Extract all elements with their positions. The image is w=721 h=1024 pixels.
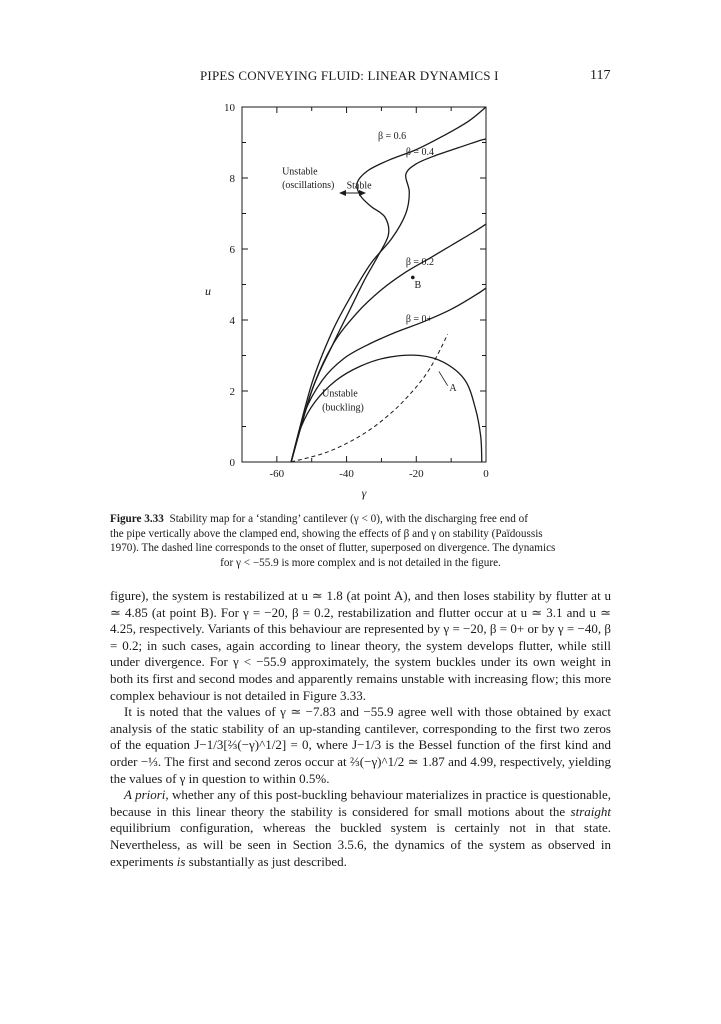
paragraph-2: It is noted that the values of γ ≃ −7.83 and −55.9 agree well with those obtained by exact analysis of the static stability of an up-standing cantilever, corresponding to the first two zeros of the equation J−1/3[⅔(−γ)^1/2] = 0, where J−1/3 is the Bessel function of the first kind and order −⅓. The first and second zeros occur at ⅔(−γ)^1/2 ≃ 1.87 and 4.99, respectively, yielding the values of γ in question to within 0.5%. [110, 704, 611, 786]
x-tick-label: -40 [339, 468, 354, 480]
caption-label: Figure 3.33 [110, 513, 164, 525]
point-b-marker [411, 276, 415, 280]
axis-tick-labels [224, 102, 489, 480]
y-axis-label: u [205, 284, 211, 298]
annotation-0: β = 0.6 [377, 130, 407, 142]
paragraph-1: figure), the system is restabilized at u ≃ 1.8 (at point A), and then loses stability by flutter at u ≃ 4.85 (at point B). For γ = −20, β = 0.2, restabilization and flutter occur at u ≃ 3.1 and u ≃ 4.25, respectively. Variants of this behaviour are represented by γ = −20, β = 0+ or by γ = −40, β = 0.2; in such cases, again according to linear theory, the system develops flutter, while still under divergence. For γ < −55.9 approximately, the system buckles under its own weight in both its first and second modes and apparently remains unstable with increasing flow; this more complex behaviour is not detailed in Figure 3.33. [110, 588, 611, 703]
annotation-1: β = 0.4 [405, 146, 435, 158]
series-curve-3 [291, 288, 486, 462]
paragraph-3-part-c: substantially as just described. [185, 853, 347, 869]
paragraph-3 [110, 787, 611, 870]
annotation-3: (oscillations) [282, 179, 335, 191]
annotation-10: (buckling) [322, 402, 364, 414]
x-tick-label: -60 [269, 468, 285, 480]
y-tick-label: 0 [229, 457, 235, 469]
paragraph-3-emphasis: straight [570, 803, 611, 819]
page-number: 117 [590, 68, 611, 83]
y-tick-label: 4 [229, 315, 235, 327]
annotation-8: A [449, 383, 457, 394]
point-a-leader [439, 371, 448, 385]
series-curve-5 [291, 334, 448, 462]
annotation-9: Unstable [322, 388, 358, 400]
body-text [110, 588, 611, 870]
y-tick-label: 6 [229, 244, 235, 256]
paragraph-3-emphasis-2: is [176, 853, 186, 869]
y-tick-label: 2 [229, 386, 235, 398]
annotation-5: β = 0.2 [405, 256, 435, 268]
arrowhead-left-icon [339, 190, 346, 196]
axis-ticks [242, 107, 486, 462]
annotation-2: Unstable [282, 166, 318, 178]
figure-caption [110, 512, 611, 570]
series-curve-2 [291, 224, 486, 462]
annotation-6: B [414, 280, 422, 292]
chart-curves [291, 107, 486, 462]
caption-line-4: for γ < −55.9 is more complex and is not detailed in the figure. [220, 556, 501, 569]
x-tick-label: 0 [483, 468, 489, 480]
chart-annotations [282, 131, 457, 414]
stability-map-chart [180, 95, 500, 505]
plot-frame [242, 107, 486, 462]
x-tick-label: -20 [408, 468, 424, 480]
x-axis-label: γ [361, 486, 367, 500]
caption-line-2: the pipe vertically above the clamped end, showing the effects of β and γ on stability (Païdoussis [110, 527, 543, 540]
caption-line-1: Stability map for a ‘standing’ cantilever (γ < 0), with the discharging free end of [169, 513, 528, 525]
paragraph-3-part-b: equilibrium configuration, whereas the buckled system is certainly not in that state. Nevertheless, as will be seen in Section 3.5.6, the dynamics of the system as observed in experiments [110, 820, 611, 869]
annotation-4: Stable [346, 180, 372, 192]
caption-line-3: 1970). The dashed line corresponds to the onset of flutter, superposed on divergence. The dynamics [110, 542, 556, 555]
annotation-7: β = 0+ [405, 313, 433, 325]
paragraph-3-part-a: , whether any of this post-buckling behaviour materializes in practice is questionable, because in this linear theory the stability is considered for small motions about the [110, 787, 611, 819]
y-tick-label: 8 [229, 173, 235, 185]
running-head: PIPES CONVEYING FLUID: LINEAR DYNAMICS I [200, 68, 499, 83]
paragraph-3-lead: A priori [124, 787, 166, 803]
y-tick-label: 10 [224, 102, 235, 114]
